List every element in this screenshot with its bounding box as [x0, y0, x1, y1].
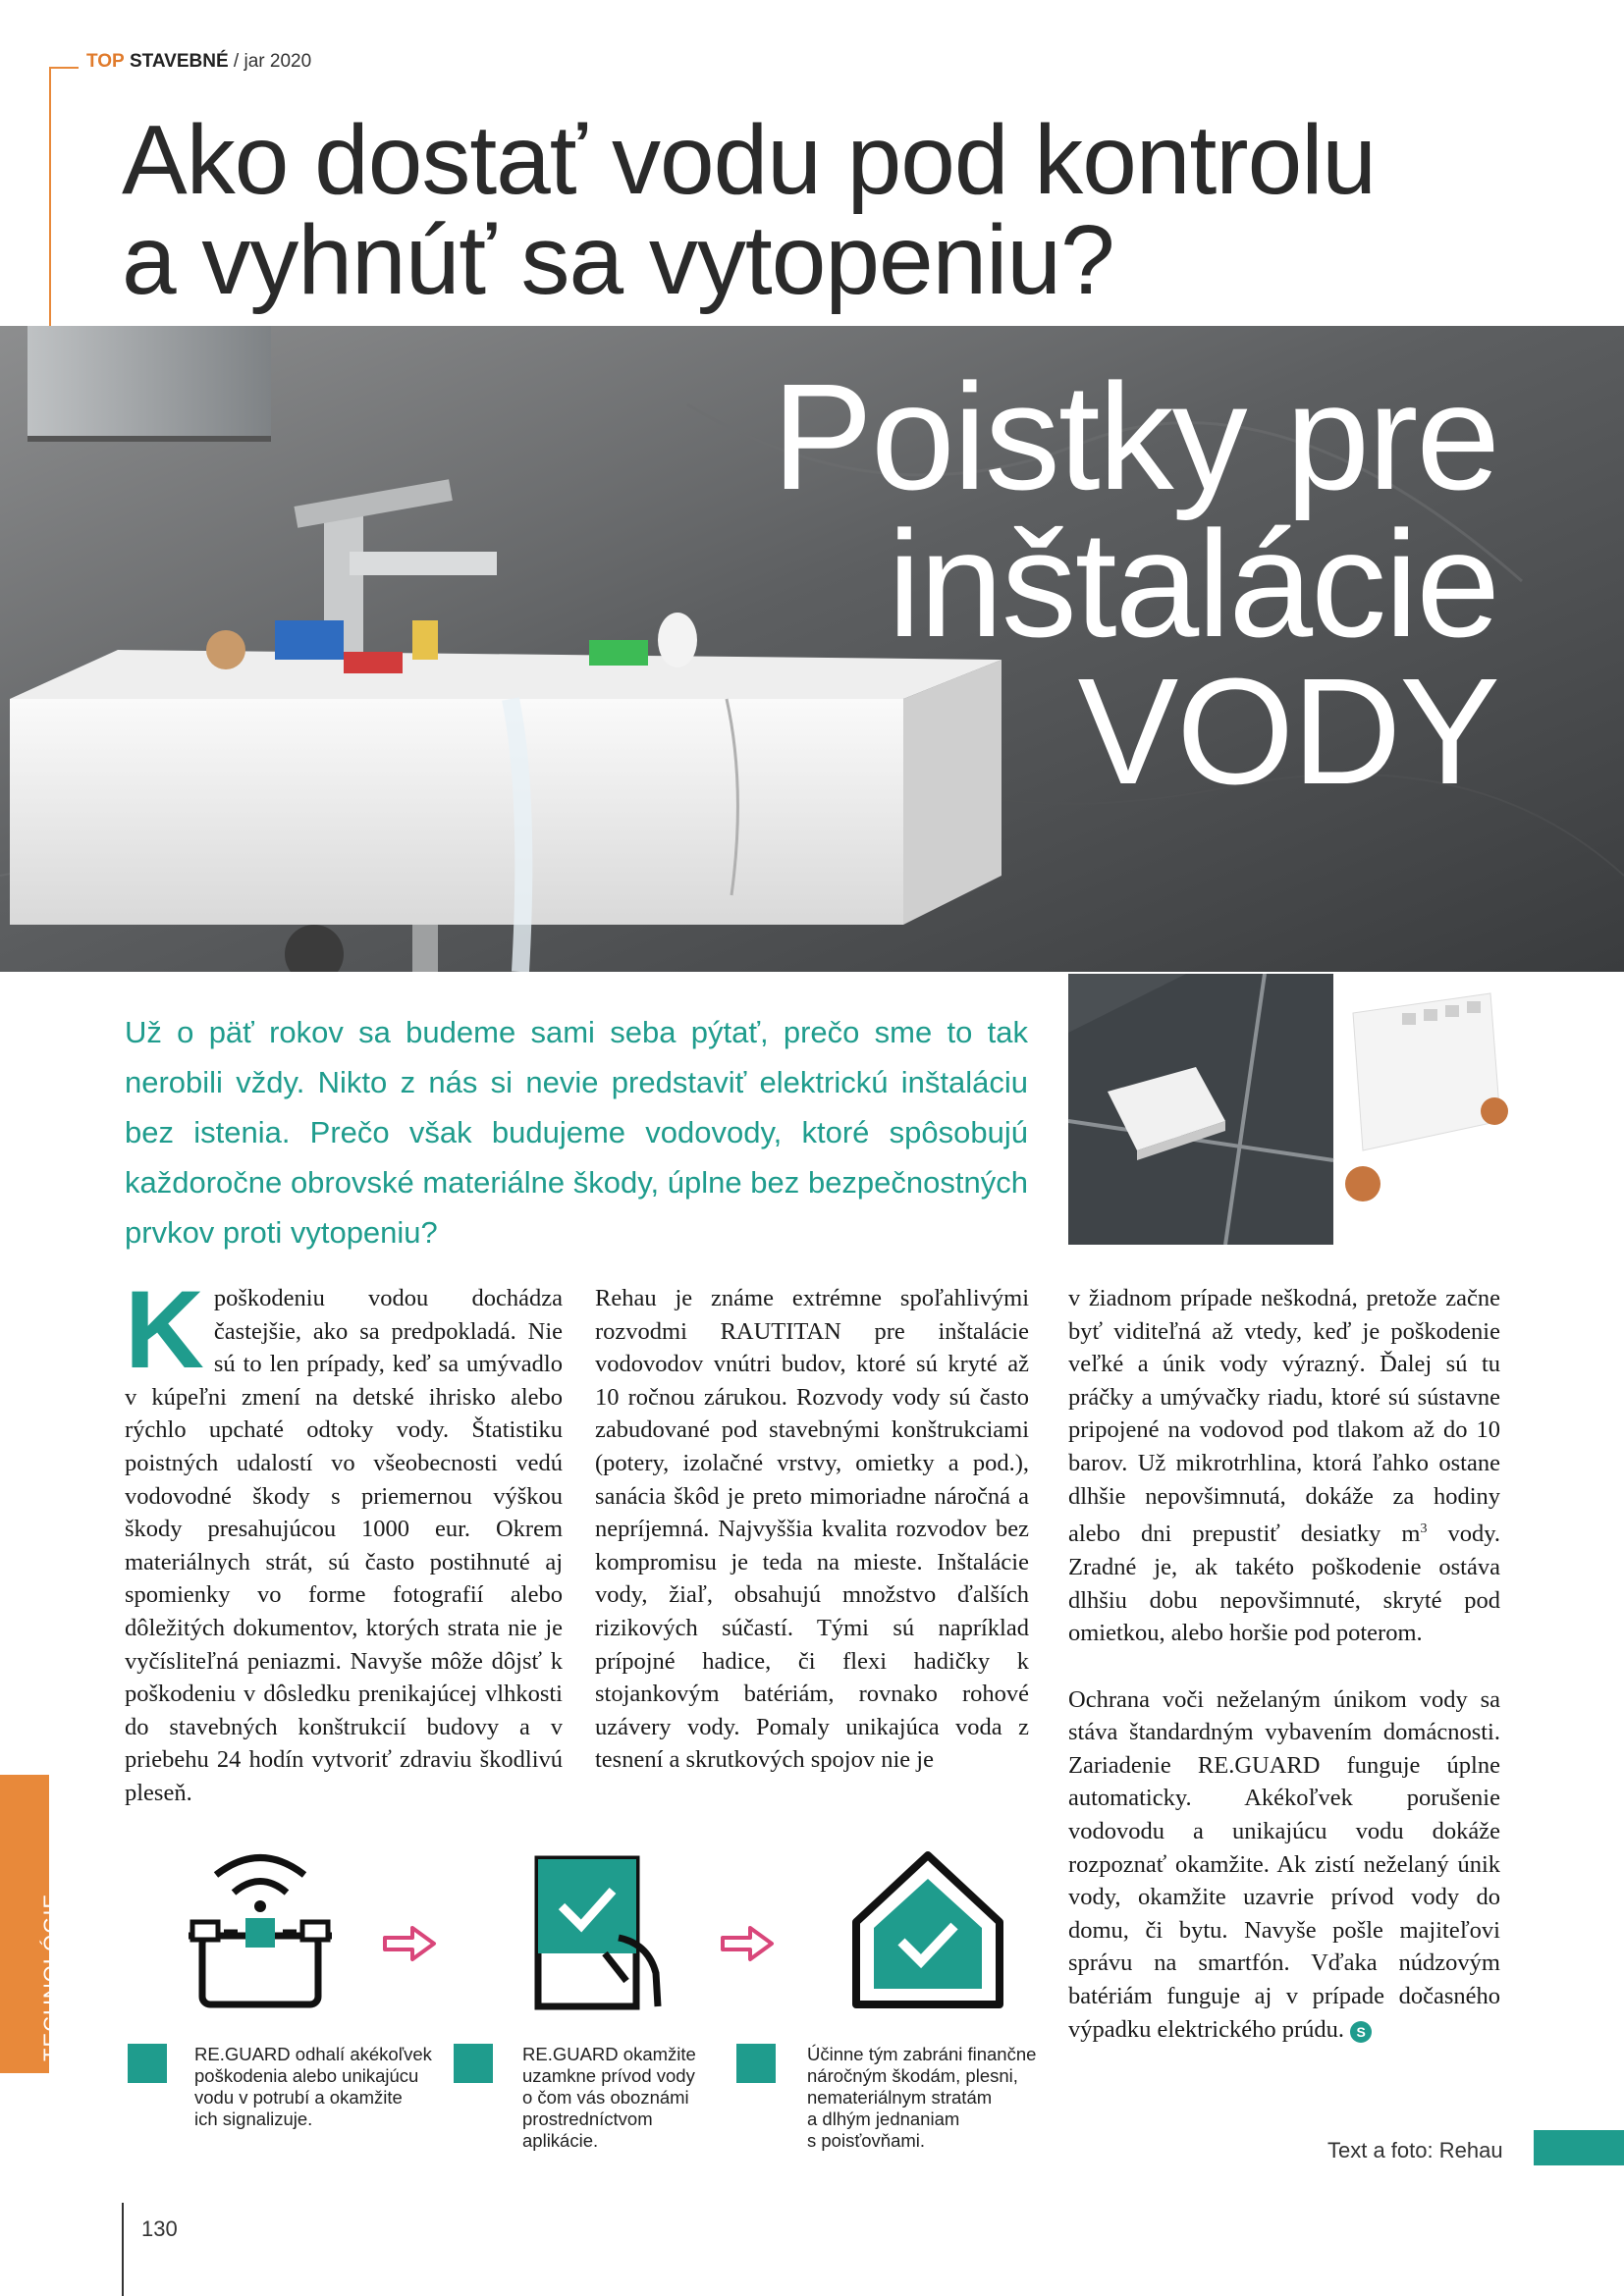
body-column-1 [125, 1268, 563, 1810]
photo-credit: Text a foto: Rehau [1327, 2138, 1503, 2163]
page-title [122, 105, 1496, 315]
lead-paragraph: Už o päť rokov sa budeme sami seba pýtať, prečo sme to tak nerobili vždy. Nikto z nás si nevie predstaviť elektrickú inštaláciu bez istenia. Prečo však budujeme vodovody, ktoré spôsobujú každoročne obrovské materiálne škody, úplne bez bezpečnostných prvkov proti vytopeniu? [125, 1015, 1028, 1250]
arrow-right-icon [381, 1924, 438, 1963]
section-label: TECHNOLÓGIE [39, 1893, 64, 2061]
page-title-line2: a vyhnúť sa vytopeniu? [122, 205, 1114, 315]
dropcap: K [125, 1268, 204, 1391]
page-number: 130 [141, 2216, 178, 2241]
caption-marker-2 [454, 2044, 493, 2083]
end-mark-icon: S [1350, 2021, 1372, 2043]
body-column-2-text: Rehau je známe extrémne spoľahlivými rozvodmi RAUTITAN pre inštalácie vodovodov vnútri budov, ktoré sú kryté až 10 ročnou zárukou. Rozvody vody sú často zabudované pod stavebnými konštrukciami (potery, izolačné vrstvy, omietky a pod.), sanácia škôd je preto mimoriadne náročná a nepríjemná. Najvyššia kvalita rozvodov bez kompromisu je teda na mieste. Inštalácie vody, žiaľ, obsahujú množstvo ďalších rizikových súčastí. Tými sú napríklad prípojné hadice, či flexi hadičky k stojankovým batériám, rovnako rohové uzávery vody. Pomaly unikajúca voda z tesnení a skrutkových spojov nie je [595, 1285, 1029, 1774]
caption-1-line: poškodenia alebo unikajúcu [194, 2065, 419, 2086]
magazine-top-label: TOP [86, 51, 125, 72]
magazine-issue: jar 2020 [244, 51, 312, 72]
col3-p1-after: vody. Zradné je, ak takéto poškodenie ostáva dlhšiu dobu nepovšimnuté, skryté pod omietkou, alebo horšie pod poterom. [1068, 1521, 1500, 1647]
caption-1-line: RE.GUARD odhalí akékoľvek [194, 2044, 432, 2064]
hero-title-line3: VODY [1077, 647, 1498, 816]
page-number-rule [122, 2203, 124, 2296]
caption-2-line: prostredníctvom [522, 2109, 653, 2129]
arrow-right-icon [719, 1924, 776, 1963]
caption-step-1 [194, 2044, 440, 2130]
caption-marker-3 [736, 2044, 776, 2083]
body-column-2 [595, 1282, 1029, 1777]
col3-p1-before: v žiadnom prípade neškodná, pretože začne byť viditeľná až vtedy, keď je poškodenie veľké a únik vody výrazný. Ďalej sú tu práčky a umývačky riadu, ktoré sú sústavne pripojené na vodovod pod tlakom až do 10 barov. Už mikrotrhlina, ktorá ľahko ostane dlhšie nepovšimnutá, dokáže za hodiny alebo dni prepustiť desiatky m [1068, 1285, 1500, 1548]
footer-accent-bar [1534, 2130, 1624, 2165]
device-wifi-icon [177, 1845, 344, 2012]
magazine-separator: / [233, 51, 240, 72]
caption-3-line: nemateriálnym stratám [807, 2087, 993, 2108]
hero-title [772, 352, 1498, 816]
product-photo [1068, 974, 1624, 1245]
caption-3-line: a dlhým jednaniam [807, 2109, 960, 2129]
body-column-3-paragraph-2 [1068, 1683, 1500, 2047]
body-column-1-text: poškodeniu vodou dochádza častejšie, ako sa predpokladá. Nie sú to len prípady, keď sa umývadlo v kúpeľni zmení na detské ihrisko alebo rýchlo upchaté odtoky vody. Štatistiku poistných udalostí vo všeobecnosti vedú vodovodné škody s priemernou výškou škody presahujúcou 1000 eur. Okrem materiálnych strát, sú často postihnuté aj spomienky vo forme fotografií alebo dôležitých dokumentov, ktorých strata nie je vyčísliteľná peniazmi. Navyše môže dôjsť k poškodeniu v dôsledku prenikajúcej vlhkosti do stavebných konštrukcií budovy a v priebehu 24 hodín vytvoriť zdraviu škodlivú pleseň. [125, 1285, 563, 1806]
house-check-icon [844, 1845, 1011, 2012]
caption-2-line: uzamkne prívod vody [522, 2065, 695, 2086]
magazine-brand: STAVEBNÉ [130, 51, 229, 72]
caption-1-line: ich signalizuje. [194, 2109, 313, 2129]
caption-2-line: o čom vás oboznámi [522, 2087, 689, 2108]
col3-p2-text: Ochrana voči neželaným únikom vody sa stáva štandardným vybavením domácnosti. Zariadenie RE.GUARD funguje úplne automaticky. Akékoľvek porušenie vodovodu a unikajúcu vodu dokáže rozpoznať okamžite. Ak zistí neželaný únik vody, okamžite uzavrie prívod vody do domu, či bytu. Navyše pošle majiteľovi správu na smartfón. Vďaka núdzovým batériám funguje aj v prípade dočasného výpadku elektrického prúdu. [1068, 1685, 1500, 2043]
reguard-device-illustration [1068, 974, 1624, 1245]
caption-3-line: náročným škodám, plesni, [807, 2065, 1018, 2086]
body-column-3-paragraph-1 [1068, 1282, 1500, 1650]
page-title-line1: Ako dostať vodu pod kontrolu [122, 105, 1377, 215]
caption-step-3 [807, 2044, 1043, 2152]
phone-check-icon [511, 1845, 677, 2012]
caption-2-line: aplikácie. [522, 2130, 599, 2151]
hero-title-line2: inštalácie [887, 500, 1498, 668]
caption-3-line: Účinne tým zabráni finančne [807, 2044, 1037, 2064]
caption-1-line: vodu v potrubí a okamžite [194, 2087, 403, 2108]
caption-marker-1 [128, 2044, 167, 2083]
caption-3-line: s poisťovňami. [807, 2130, 926, 2151]
hero-title-line1: Poistky pre [772, 352, 1498, 521]
superscript: 3 [1420, 1522, 1428, 1537]
header-rule [49, 67, 79, 69]
caption-step-2 [522, 2044, 738, 2152]
body-column-3 [1068, 1282, 1500, 2046]
caption-2-line: RE.GUARD okamžite [522, 2044, 696, 2064]
magazine-header [86, 51, 311, 73]
